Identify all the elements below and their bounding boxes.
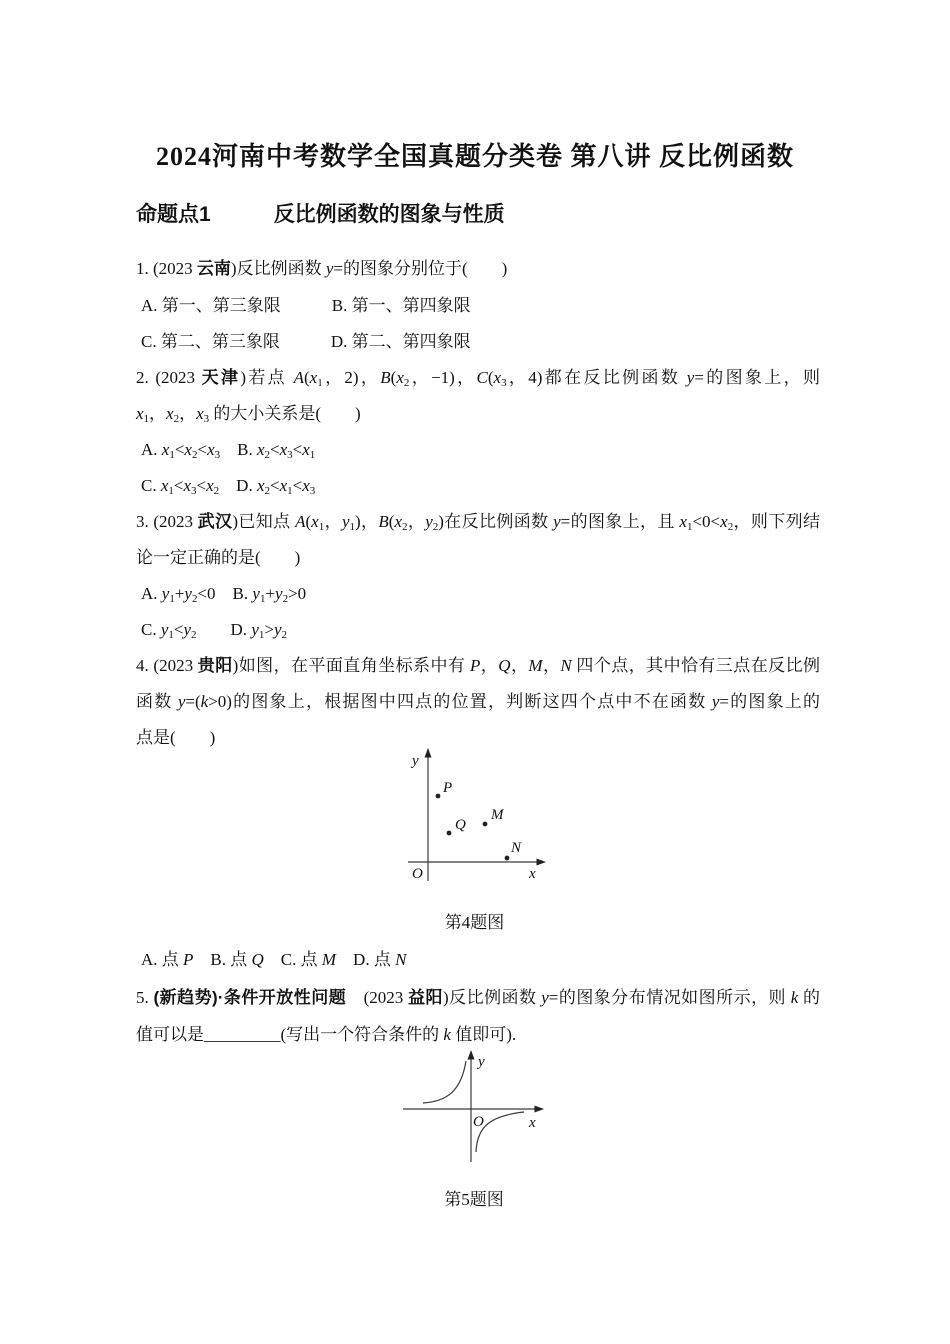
figure-q4-caption: 第4题图 (444, 913, 505, 932)
figure-q5 (400, 1050, 548, 1165)
q5-stem-line1: 5. (新趋势)·条件开放性问题 (2023 益阳)反比例函数 y=的图象分布情况如图所示，则 k 的 (136, 988, 821, 1007)
q5-stem-line2: 值可以是_________(写出一个符合条件的 k 值即可). (136, 1025, 517, 1044)
point-P-label: P (443, 780, 453, 796)
origin-label: O (473, 1114, 484, 1130)
point-M-label: M (491, 807, 504, 823)
point-Q-label: Q (455, 817, 466, 833)
x-axis-arrow-icon (537, 859, 547, 866)
y-axis-arrow-icon (425, 748, 432, 758)
section-label: 命题点1 (136, 203, 211, 226)
section-header (136, 198, 505, 228)
q2-options-ab: A. x1<x2<x3 B. x2<x3<x1 (141, 440, 316, 461)
x-axis-arrow-icon (535, 1106, 545, 1113)
origin-label: O (412, 866, 423, 882)
q3-options-cd: C. y1<y2 D. y1>y2 (141, 620, 287, 641)
section-title: 反比例函数的图象与性质 (273, 203, 505, 226)
point-P-dot (436, 794, 441, 799)
point-M-dot (483, 822, 488, 827)
page-title: 2024河南中考数学全国真题分类卷 第八讲 反比例函数 (155, 142, 794, 171)
q2-options-cd: C. x1<x3<x2 D. x2<x1<x3 (141, 476, 316, 497)
figure-q5-caption: 第5题图 (444, 1190, 504, 1209)
q4-stem-line1: 4. (2023 贵阳)如图，在平面直角坐标系中有 P，Q，M，N 四个点，其中恰有三点在反比例 (136, 656, 821, 675)
y-axis-arrow-icon (468, 1050, 475, 1060)
q3-options-ab: A. y1+y2<0 B. y1+y2>0 (141, 584, 307, 605)
x-axis-label: x (529, 1115, 536, 1131)
q2-stem-line2: x1，x2，x3 的大小关系是( ) (136, 404, 361, 425)
hyperbola-branch-upper-left (423, 1061, 466, 1103)
q1-options-ab: A. 第一、第三象限 B. 第一、第四象限 (141, 296, 471, 315)
q4-stem-line2: 函数 y=(k>0)的图象上，根据图中四点的位置，判断这四个点中不在函数 y=的图象上的 (136, 692, 821, 711)
q3-stem-line1: 3. (2023 武汉)已知点 A(x1，y1)，B(x2，y2)在反比例函数 y=的图象上，且 x1<0<x2，则下列结 (136, 512, 821, 533)
q3-stem-line2: 论一定正确的是( ) (136, 548, 301, 567)
y-axis-label: y (412, 753, 419, 769)
point-N-dot (505, 856, 510, 861)
x-axis-label: x (529, 866, 536, 882)
q1-options-cd: C. 第二、第三象限 D. 第二、第四象限 (141, 332, 471, 351)
q4-options: A. 点 P B. 点 Q C. 点 M D. 点 N (141, 950, 407, 969)
q2-stem-line1: 2. (2023 天津)若点 A(x1，2)，B(x2，−1)，C(x3，4)都在反比例函数 y=的图象上，则 (136, 368, 821, 389)
point-Q-dot (447, 831, 452, 836)
q1-stem: 1. (2023 云南)反比例函数 y=的图象分别位于( ) (136, 259, 508, 278)
figure-q4 (402, 748, 547, 888)
point-N-label: N (511, 840, 522, 856)
y-axis-label: y (478, 1054, 485, 1070)
q4-stem-line3: 点是( ) (136, 728, 216, 747)
